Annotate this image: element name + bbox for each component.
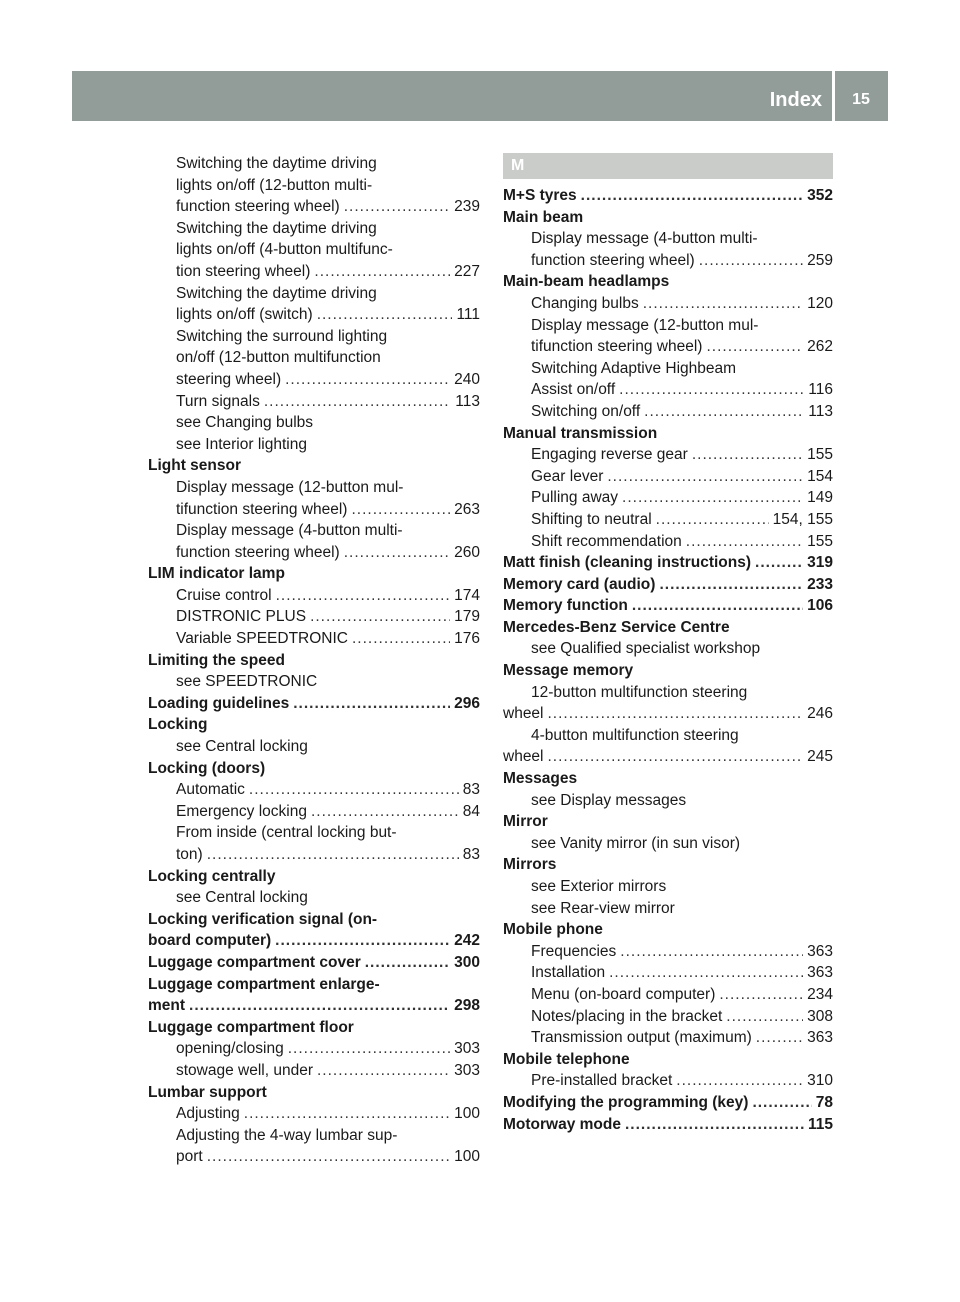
leader-dots xyxy=(625,1114,804,1136)
page-reference: 240 xyxy=(454,370,480,388)
index-subentry xyxy=(503,962,833,984)
leader-dots xyxy=(581,185,803,207)
entry-label: tifunction steering wheel) xyxy=(176,500,348,518)
index-subentry: From inside (central locking but- xyxy=(176,824,397,842)
index-entry xyxy=(503,1092,833,1114)
entry-label: Adjusting xyxy=(176,1105,240,1123)
entry-label: DISTRONIC PLUS xyxy=(176,608,307,626)
index-entry: Mirrors xyxy=(503,856,557,874)
section-letter-band: M xyxy=(503,153,833,179)
index-entry: Limiting the speed xyxy=(148,651,285,669)
index-subentry xyxy=(148,779,480,801)
page-reference: 113 xyxy=(455,392,480,410)
index-subentry xyxy=(148,844,480,866)
index-entry: Main beam xyxy=(503,208,584,226)
index-subentry: see Changing bulbs xyxy=(176,414,314,432)
page-reference: 263 xyxy=(454,500,480,518)
index-entry xyxy=(148,693,480,715)
leader-dots xyxy=(619,379,804,401)
index-subentry xyxy=(148,369,480,391)
leader-dots xyxy=(264,391,451,413)
leader-dots xyxy=(275,930,450,952)
page-reference: 111 xyxy=(456,306,480,324)
index-subentry xyxy=(503,444,833,466)
page-reference: 100 xyxy=(454,1105,480,1123)
index-entry: Locking centrally xyxy=(148,867,276,885)
index-entry: Light sensor xyxy=(148,457,242,475)
index-entry: Mobile phone xyxy=(503,921,603,939)
index-entry: Main-beam headlamps xyxy=(503,273,670,291)
index-subentry: Switching the daytime driving xyxy=(176,284,377,302)
entry-label: Cruise control xyxy=(176,586,272,604)
page-reference: 296 xyxy=(454,694,480,712)
index-column-right xyxy=(503,153,833,1135)
entry-label: Pulling away xyxy=(531,489,619,507)
leader-dots xyxy=(659,574,803,596)
index-subentry xyxy=(503,250,833,272)
leader-dots xyxy=(249,779,459,801)
leader-dots xyxy=(207,1146,450,1168)
page-reference: 174 xyxy=(454,586,480,604)
entry-label: tifunction steering wheel) xyxy=(531,338,703,356)
entry-label: board computer) xyxy=(148,932,272,950)
entry-label: lights on/off (switch) xyxy=(176,306,313,324)
index-subentry: see Qualified specialist workshop xyxy=(531,640,761,658)
leader-dots xyxy=(726,1006,803,1028)
index-entry: Luggage compartment floor xyxy=(148,1018,354,1036)
entry-label: Memory function xyxy=(503,597,628,615)
index-entry: Locking xyxy=(148,716,208,734)
leader-dots xyxy=(692,444,803,466)
page-reference: 83 xyxy=(462,846,480,863)
index-subentry: Display message (4-button multi- xyxy=(176,522,403,540)
entry-label: opening/closing xyxy=(176,1040,284,1058)
index-subentry xyxy=(148,606,480,628)
leader-dots xyxy=(344,196,450,218)
index-subentry xyxy=(503,466,833,488)
leader-dots xyxy=(344,542,450,564)
leader-dots xyxy=(317,304,453,326)
index-column-left xyxy=(148,153,480,1168)
leader-dots xyxy=(293,693,450,715)
leader-dots xyxy=(752,1092,811,1114)
entry-label: Shifting to neutral xyxy=(531,510,652,528)
index-subentry xyxy=(503,531,833,553)
page-number: 15 xyxy=(852,91,870,108)
page-title: Index xyxy=(769,89,822,111)
index-entry: Locking (doors) xyxy=(148,759,266,777)
index-subentry: see Central locking xyxy=(176,889,308,907)
page-reference: 242 xyxy=(454,932,480,950)
entry-label: ton) xyxy=(176,846,203,863)
page-reference: 319 xyxy=(807,554,833,572)
leader-dots xyxy=(351,499,450,521)
entry-label: Menu (on-board computer) xyxy=(531,985,716,1003)
index-subentry xyxy=(503,509,833,531)
page-reference: 246 xyxy=(807,705,833,723)
index-entry xyxy=(503,185,833,207)
leader-dots xyxy=(607,466,803,488)
index-subentry xyxy=(503,1070,833,1092)
index-subentry xyxy=(503,1027,833,1049)
index-subentry xyxy=(148,499,480,521)
index-subentry: see Display messages xyxy=(531,791,687,809)
leader-dots xyxy=(686,531,803,553)
index-subentry: Display message (4-button multi- xyxy=(531,230,758,248)
entry-label: Variable SPEEDTRONIC xyxy=(176,630,348,648)
index-subentry: Display message (12-button mul- xyxy=(531,316,759,334)
index-entry: Manual transmission xyxy=(503,424,658,442)
page-reference: 352 xyxy=(807,187,833,204)
page-reference: 260 xyxy=(454,543,480,561)
page-reference: 115 xyxy=(807,1115,833,1133)
entry-label: stowage well, under xyxy=(176,1061,313,1079)
index-subentry: Switching Adaptive Highbeam xyxy=(531,359,737,377)
leader-dots xyxy=(548,746,804,768)
index-subentry: see Interior lighting xyxy=(176,435,307,453)
leader-dots xyxy=(314,261,450,283)
page-reference: 298 xyxy=(454,997,480,1015)
page-reference: 154 xyxy=(807,467,833,485)
index-subentry: see Vanity mirror (in sun visor) xyxy=(531,834,741,852)
entry-label: Pre-installed bracket xyxy=(531,1072,673,1090)
index-subentry xyxy=(503,487,833,509)
index-subentry: 4-button multifunction steering xyxy=(531,726,739,744)
index-entry xyxy=(148,930,480,952)
page-reference: 308 xyxy=(807,1007,833,1025)
page-reference: 84 xyxy=(462,802,480,820)
index-subentry xyxy=(148,1103,480,1125)
entry-label: Frequencies xyxy=(531,942,617,960)
page-reference: 78 xyxy=(815,1093,833,1111)
index-subentry xyxy=(503,336,833,358)
page-reference: 176 xyxy=(454,630,480,648)
entry-label: Loading guidelines xyxy=(148,694,290,712)
entry-label: Shift recommendation xyxy=(531,532,682,550)
index-subentry xyxy=(148,628,480,650)
page-reference: 303 xyxy=(454,1040,480,1058)
entry-label: Modifying the programming (key) xyxy=(503,1093,749,1111)
entry-label: function steering wheel) xyxy=(176,543,340,561)
entry-label: wheel xyxy=(503,748,544,766)
index-subentry: lights on/off (12-button multi- xyxy=(176,176,373,194)
page-reference: 149 xyxy=(807,489,833,507)
index-subentry xyxy=(148,391,480,413)
entry-label: Gear lever xyxy=(531,467,604,485)
leader-dots xyxy=(676,1070,803,1092)
page-reference: 363 xyxy=(807,942,833,960)
index-subentry xyxy=(148,1038,480,1060)
entry-label: Engaging reverse gear xyxy=(531,446,688,464)
index-subentry xyxy=(148,261,480,283)
entry-label: Transmission output (maximum) xyxy=(531,1029,752,1047)
leader-dots xyxy=(620,941,803,963)
index-subentry: Switching the surround lighting xyxy=(176,327,388,345)
entry-label: port xyxy=(176,1148,203,1166)
entry-label: Motorway mode xyxy=(503,1115,621,1133)
index-entry xyxy=(148,995,480,1017)
index-entry: Mirror xyxy=(503,813,548,831)
leader-dots xyxy=(632,595,803,617)
page-reference: 262 xyxy=(807,338,833,356)
entry-label: Matt finish (cleaning instructions) xyxy=(503,554,752,572)
entry-label: Notes/placing in the bracket xyxy=(531,1007,723,1025)
leader-dots xyxy=(609,962,803,984)
index-list-right xyxy=(503,185,833,1135)
leader-dots xyxy=(285,369,450,391)
entry-label: Turn signals xyxy=(176,392,260,410)
index-subentry xyxy=(148,1146,480,1168)
entry-label: M+S tyres xyxy=(503,187,577,204)
index-subentry xyxy=(148,1060,480,1082)
index-subentry: Switching the daytime driving xyxy=(176,219,377,237)
entry-label: Emergency locking xyxy=(176,802,307,820)
leader-dots xyxy=(699,250,803,272)
index-entry xyxy=(148,952,480,974)
leader-dots xyxy=(756,1027,803,1049)
index-subentry: on/off (12-button multifunction xyxy=(176,349,381,367)
page-reference: 310 xyxy=(807,1072,833,1090)
header-divider xyxy=(832,71,835,121)
index-entry: LIM indicator lamp xyxy=(148,565,285,583)
leader-dots xyxy=(755,552,803,574)
page-reference: 245 xyxy=(807,748,833,766)
entry-label: Memory card (audio) xyxy=(503,575,656,593)
index-subentry: Display message (12-button mul- xyxy=(176,478,404,496)
leader-dots xyxy=(365,952,450,974)
page-reference: 239 xyxy=(454,198,480,216)
entry-label: Luggage compartment cover xyxy=(148,953,361,971)
index-subentry: Switching the daytime driving xyxy=(176,155,377,172)
page-reference: 155 xyxy=(807,532,833,550)
leader-dots xyxy=(644,401,804,423)
index-subentry xyxy=(503,379,833,401)
page-reference: 120 xyxy=(807,294,833,312)
page-reference: 234 xyxy=(807,985,833,1003)
index-entry: Locking verification signal (on- xyxy=(148,910,378,928)
leader-dots xyxy=(244,1103,450,1125)
index-subentry xyxy=(148,542,480,564)
index-subentry xyxy=(148,196,480,218)
index-entry: Lumbar support xyxy=(148,1083,267,1101)
index-subentry xyxy=(148,801,480,823)
index-entry: Message memory xyxy=(503,662,634,680)
entry-label: wheel xyxy=(503,705,544,723)
index-subentry: see Rear-view mirror xyxy=(531,899,675,917)
entry-label: function steering wheel) xyxy=(531,251,695,269)
index-subentry xyxy=(148,304,480,326)
leader-dots xyxy=(622,487,803,509)
entry-label: steering wheel) xyxy=(176,370,282,388)
leader-dots xyxy=(276,585,451,607)
index-subentry: see Exterior mirrors xyxy=(531,878,667,895)
page-reference: 233 xyxy=(807,575,833,593)
page-reference: 227 xyxy=(454,262,480,280)
entry-label: ment xyxy=(148,997,186,1015)
entry-label: Installation xyxy=(531,964,606,982)
page-reference: 259 xyxy=(807,251,833,269)
index-subentry: see SPEEDTRONIC xyxy=(176,673,318,691)
page-reference: 363 xyxy=(807,1029,833,1047)
leader-dots xyxy=(207,844,459,866)
index-subentry xyxy=(503,746,833,768)
index-entry xyxy=(503,552,833,574)
entry-label: function steering wheel) xyxy=(176,198,340,216)
page-reference: 363 xyxy=(807,964,833,982)
leader-dots xyxy=(288,1038,450,1060)
index-subentry xyxy=(503,941,833,963)
page-reference: 83 xyxy=(462,781,480,799)
page-reference: 113 xyxy=(808,402,833,420)
index-subentry: 12-button multifunction steering xyxy=(531,683,748,701)
entry-label: Changing bulbs xyxy=(531,294,639,312)
page-reference: 116 xyxy=(808,381,833,399)
index-subentry xyxy=(503,293,833,315)
index-entry: Messages xyxy=(503,770,578,788)
index-subentry xyxy=(503,1006,833,1028)
index-subentry xyxy=(148,585,480,607)
page-reference: 100 xyxy=(454,1148,480,1166)
entry-label: Switching on/off xyxy=(531,402,641,420)
leader-dots xyxy=(548,703,804,725)
page-reference: 154, 155 xyxy=(772,510,833,528)
leader-dots xyxy=(706,336,803,358)
leader-dots xyxy=(310,606,450,628)
leader-dots xyxy=(311,801,459,823)
index-entry: Luggage compartment enlarge- xyxy=(148,975,380,993)
index-subentry xyxy=(503,401,833,423)
index-entry xyxy=(503,574,833,596)
entry-label: Automatic xyxy=(176,781,245,799)
index-subentry xyxy=(503,703,833,725)
leader-dots xyxy=(317,1060,450,1082)
entry-label: Assist on/off xyxy=(531,381,616,399)
page-reference: 179 xyxy=(454,608,480,626)
leader-dots xyxy=(719,984,803,1006)
index-subentry: lights on/off (4-button multifunc- xyxy=(176,241,393,259)
index-entry xyxy=(503,595,833,617)
page-reference: 155 xyxy=(807,446,833,464)
index-subentry: see Central locking xyxy=(176,738,308,756)
index-subentry: Adjusting the 4-way lumbar sup- xyxy=(176,1126,398,1144)
index-entry xyxy=(503,1114,833,1136)
leader-dots xyxy=(352,628,450,650)
entry-label: tion steering wheel) xyxy=(176,262,311,280)
leader-dots xyxy=(189,995,450,1017)
index-entry: Mercedes-Benz Service Centre xyxy=(503,618,730,636)
leader-dots xyxy=(656,509,769,531)
page-reference: 300 xyxy=(454,953,480,971)
leader-dots xyxy=(643,293,803,315)
index-entry: Mobile telephone xyxy=(503,1050,630,1068)
page-reference: 303 xyxy=(454,1061,480,1079)
index-subentry xyxy=(503,984,833,1006)
page-reference: 106 xyxy=(807,597,833,615)
